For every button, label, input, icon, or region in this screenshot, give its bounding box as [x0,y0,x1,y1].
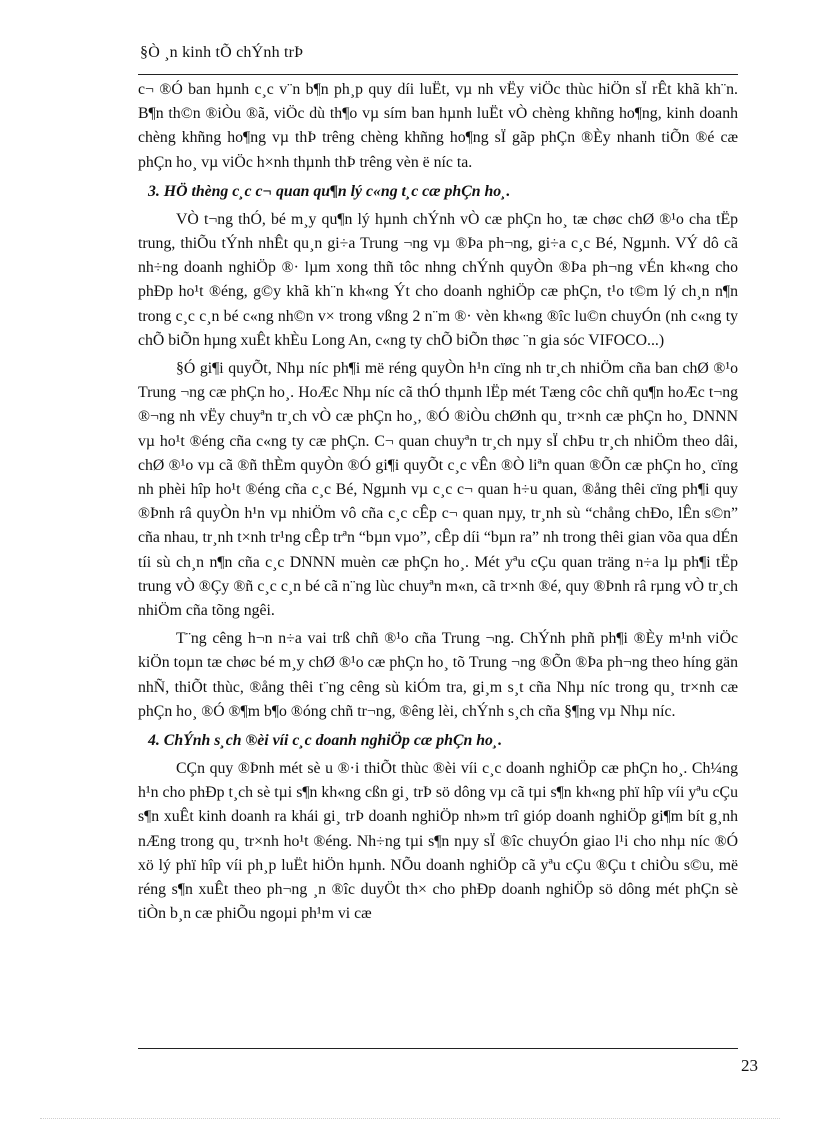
page-number: 23 [741,1056,758,1075]
paragraph: T¨ng cêng h¬n n÷a vai trß chñ ®¹o cña Trung ¬ng. ChÝnh phñ ph¶i ®Èy m¹nh viÖc kiÖn toµn tæ chøc bé m¸y chØ ®¹o cæ phÇn ho¸ tõ Trung ¬ng ®Õn ®Þa ph¬ng theo híng gän nhÑ, thiÕt thùc, ®ång thêi t¨ng cêng sù kiÓm tra, gi¸m s¸t cña Nhµ níc trong qu¸ tr×nh cæ phÇn ho¸ ®Ó ®¶m b¶o ®óng chñ tr¬ng, ®êng lèi, chÝnh s¸ch cña §¶ng vµ Nhµ níc. [138,630,738,720]
paragraph: CÇn quy ®Þnh mét sè u ®·i thiÕt thùc ®èi víi c¸c doanh nghiÖp cæ phÇn ho¸. Ch¼ng h¹n cho phÐp t¸ch sè tµi s¶n kh«ng cßn gi¸ trÞ sö dông vµ cã tµi s¶n kh«ng phï hîp víi yªu cÇu s¶n xuÊt kinh doanh ra khái gi¸ trÞ doanh nghiÖp nh»m trî gióp doanh nghiÖp gi¶m bít g¸nh nÆng trong qu¸ tr×nh ho¹t ®éng. Nh÷ng tµi s¶n nµy sÏ ®îc chuyÓn giao l¹i cho nhµ níc ®Ó xö lý phï hîp víi ph¸p luËt hiÖn hµnh. NÕu doanh nghiÖp cã yªu cÇu ®Çu t chiÒu s©u, më réng s¶n xuÊt theo ph¬ng ¸n ®îc duyÖt th× cho phÐp doanh nghiÖp sö dông mét phÇn sè tiÒn b¸n cæ phiÕu ngoµi ph¹m vi cæ [138,760,738,923]
header-divider [138,74,738,75]
page-header-title: §Ò ¸n kinh tÕ chÝnh trÞ [140,44,304,61]
section-heading-3: 3. HÖ thèng c¸c c¬ quan qu¶n lý c«ng t¸c cæ phÇn ho¸. [148,182,511,200]
footer-divider [138,1048,738,1049]
paragraph: c¬ ®Ó ban hµnh c¸c v¨n b¶n ph¸p quy díi luËt, vµ nh vËy viÖc thùc hiÖn sÏ rÊt khã kh¨n. B¶n th©n ®iÒu ®ã, viÖc dù th¶o vµ sím ban hµnh luËt vÒ chèng khñng ho¶ng, kinh doanh chèng khñng ho¶ng vµ thÞ trêng chèng khñng ho¶ng sÏ gãp phÇn ®Èy nhanh tiÕn ®é cæ phÇn ho¸ vµ viÖc h×nh thµnh thÞ trêng vèn ë níc ta. [138,81,738,171]
paragraph: §Ó gi¶i quyÕt, Nhµ níc ph¶i më réng quyÒn h¹n cïng nh tr¸ch nhiÖm cña ban chØ ®¹o Trung ¬ng cæ phÇn ho¸. HoÆc Nhµ níc cã thÓ thµnh lËp mét Tæng côc chñ qu¶n hoÆc t¬ng ®¬ng nh vËy chuyªn tr¸ch vÒ cæ phÇn ho¸, ®Ó ®iÒu chØnh qu¸ tr×nh cæ phÇn ho¸ DNNN vµ ho¹t ®éng cña c«ng ty cæ phÇn. C¬ quan chuyªn tr¸ch nµy sÏ chÞu tr¸ch nhiÖm theo dâi, chØ ®¹o vµ cã ®ñ thÈm quyÒn ®Ó gi¶i quyÕt c¸c vÊn ®Ò liªn quan ®Õn cæ phÇn ho¸ cïng nh phèi hîp ho¹t ®éng cña c¸c Bé, Ngµnh vµ c¸c c¬ quan h÷u quan, ®ång thêi cïng ph¶i quy ®Þnh râ quyÒn h¹n vµ nhiÖm vô cña c¸c cÊp c¬ quan nµy, tr¸nh sù “chång chÐo, lÊn s©n” cña nhau, tr¸nh t×nh tr¹ng cÊp trªn “bµn vµo”, cÊp díi “bµn ra” nh trong thêi gian võa qua dÉn tíi sù ch¸n n¶n cña c¸c DNNN muèn cæ phÇn ho¸. Mét yªu cÇu quan träng n÷a lµ ph¶i tËp trung vÒ ®Çy ®ñ c¸c c¸n bé cã n¨ng lùc chuyªn m«n, cã tr×nh ®é, quy ®Þnh râ rµng vÒ tr¸ch nhiÖm cña tõng ngêi. [138,360,738,620]
document-body [138,78,738,927]
section-heading-4: 4. ChÝnh s¸ch ®èi víi c¸c doanh nghiÖp cæ phÇn ho¸. [148,732,503,750]
page-edge-dotted-line [40,1118,780,1119]
paragraph: VÒ t¬ng thÓ, bé m¸y qu¶n lý hµnh chÝnh vÒ cæ phÇn ho¸ tæ chøc chØ ®¹o cha tËp trung, thiÕu tÝnh nhÊt qu¸n gi÷a Trung ¬ng vµ ®Þa ph¬ng, gi÷a c¸c Bé, Ngµnh. VÝ dô cã nh÷ng doanh nghiÖp ®· lµm xong thñ tôc nhng chÝnh quyÒn ®Þa ph¬ng vÉn kh«ng cho phÐp ho¹t ®éng, g©y khã kh¨n kh«ng Ýt cho doanh nghiÖp cæ phÇn, t¹o t©m lý ch¸n n¶n trong c¸c c¸n bé c«ng nh©n v× trong vßng 2 n¨m ®· vèn kh«ng ®îc lu©n chuyÓn (nh c«ng ty chÕ biÕn hµng xuÊt khÈu Long An, c«ng ty chÕ biÕn thøc ¨n gia sóc VIFOCO...) [138,210,738,349]
